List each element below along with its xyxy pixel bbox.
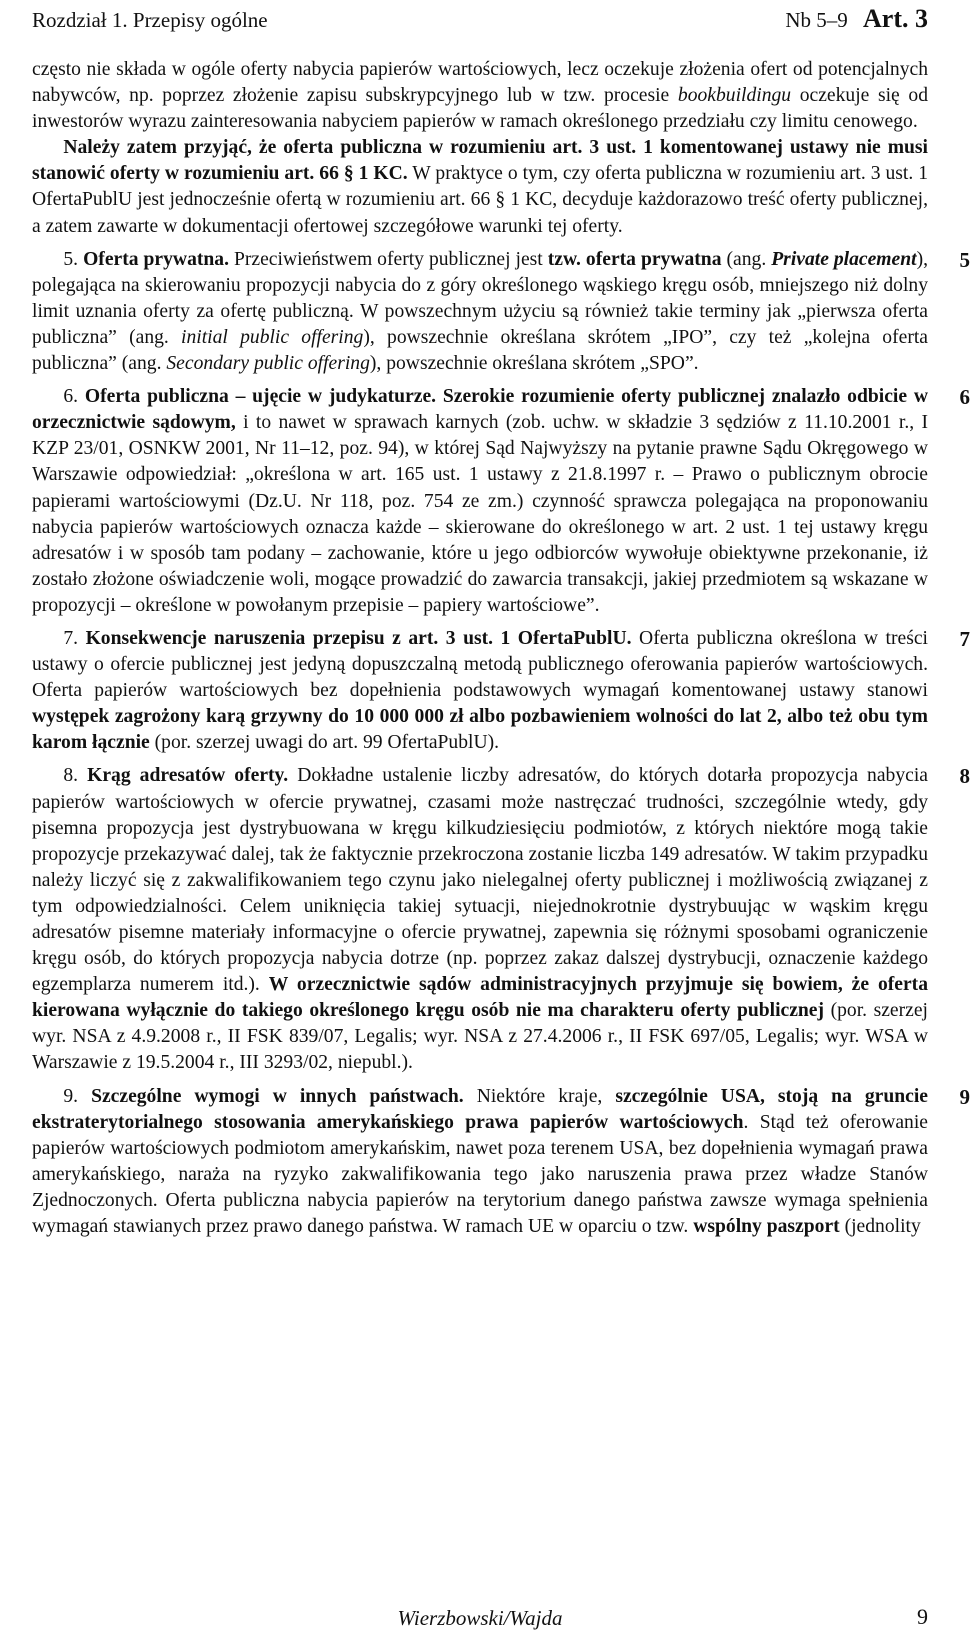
text-span: Niektóre kraje,: [463, 1085, 616, 1107]
paragraph-number: 9.: [63, 1085, 79, 1107]
margin-number: 7: [959, 626, 970, 651]
paragraph-heading: Konsekwencje naruszenia przepisu z art. 3 ust. 1 OfertaPublU.: [85, 627, 632, 649]
text-span: (por. szerzej wyr. NSA z 4.9.2008 r., II FSK 839/07, Legalis; wyr. NSA z 27.4.2006 r., II FSK 697/05, Legalis; wyr. WSA w Warszawie z 19.5.2004 r., III 3293/02, niepubl.).: [32, 1000, 928, 1074]
bold-italic-term: Private placement: [771, 248, 917, 270]
bold-text: tzw. oferta prywatna: [547, 248, 722, 270]
bold-text: szczególnie USA, stoją na gruncie ekstraterytorialnego stosowania amerykańskiego prawa papierów wartościowych: [32, 1085, 928, 1133]
text-span: oczekuje się od inwestorów wyrazu zainteresowania nabyciem papierów w ramach określonego przedziału czy limitu cenowego.: [32, 85, 928, 133]
text-span: Oferta publiczna określona w treści ustawy o ofercie publicznej jest jedyną dopuszczalną metodą publicznego oferowania papierów wartościowych. Oferta papierów wartościowych bez dopełnienia podstawowych wymagań komentowanej ustawy stanowi: [32, 627, 928, 702]
paragraph-heading: Oferta publiczna – ujęcie w judykaturze. Szerokie rozumienie oferty publicznej znalazło odbicie w orzecznictwie sądowym,: [32, 386, 928, 434]
header-right: [785, 4, 928, 34]
page-number: 9: [917, 1604, 928, 1629]
italic-term: initial public offering: [181, 326, 364, 348]
margin-number: 5: [959, 247, 970, 272]
text-span: W praktyce o tym, czy oferta publiczna w rozumieniu art. 3 ust. 1 OfertaPublU jest jednocześnie ofertą w rozumieniu art. 66 § 1 KC, decyduje każdorazowo treść oferty publicznej, a zatem zawarte w dokumentacji ofertowej szczegółowe warunki tej oferty.: [32, 163, 929, 237]
margin-number-range: Nb 5–9: [785, 8, 848, 32]
paragraph-7: [32, 626, 970, 756]
text-span: (por. szerzej uwagi do art. 99 OfertaPublU).: [149, 732, 500, 754]
text-span: ), powszechnie określana skrótem „SPO”.: [369, 353, 699, 375]
bold-text: Należy zatem przyjąć, że oferta publiczna w rozumieniu art. 3 ust. 1 komentowanej ustawy nie musi stanowić oferty w rozumieniu art. 66 § 1 KC.: [32, 137, 928, 185]
paragraph-number: 8.: [63, 765, 79, 787]
bold-text: występek zagrożony karą grzywny do 10 000 000 zł albo pozbawieniem wolności do lat 2, albo też obu tym karom łącznie: [32, 706, 928, 754]
running-header: [32, 4, 928, 36]
bold-text: wspólny paszport: [693, 1216, 840, 1238]
paragraph-9: [32, 1084, 970, 1241]
text-span: i to nawet w sprawach karnych (zob. uchw. w składzie 3 sędziów z 11.10.2001 r., I KZP 23/01, OSNKW 2001, Nr 11–12, poz. 94), w której Sąd Najwyższy na pytanie prawne Sądu Okręgowego w Warszawie odpowiedział: „określona w art. 165 ust. 1 ustawy z 21.8.1997 r. – Prawo o publicznym obrocie papierami wartościowymi (Dz.U. Nr 118, poz. 754 ze zm.) czynność sprawcza polegająca na proponowaniu nabycia papierów wartościowych oznacza każde – skierowane do określonego w art. 2 ust. 1 tej ustawy kręgu adresatów i w sposób tam podany – zachowanie, które u jego odbiorców wywołuje obiektywne przekonanie, iż zostało złożone oświadczenie woli, mogące prowadzić do zawarcia transakcji, jakiej przedmiotem są wskazane w propozycji – określone w powołanym przepisie – papiery wartościowe”.: [32, 412, 928, 616]
document-body: [32, 57, 970, 1240]
text-span: ), polegająca na skierowaniu propozycji nabycia do z góry określonego wąskiego kręgu osób, mniejszego niż dolny limit uznania oferty za ofertę publiczną. W powszechnym użyciu są również takie terminy jak „pierwsza oferta publiczna” (ang.: [32, 248, 929, 348]
italic-term: Secondary public offering: [166, 353, 370, 375]
paragraph-number: 5.: [63, 248, 79, 270]
text-span: Przeciwieństwem oferty publicznej jest: [229, 248, 548, 270]
paragraph-number: 7.: [63, 627, 79, 649]
italic-term: bookbuildingu: [677, 85, 792, 107]
article-number: Art. 3: [863, 4, 928, 33]
paragraph-5: [32, 247, 970, 377]
text-span: (jednolity: [839, 1216, 921, 1238]
paragraph-number: 6.: [63, 386, 79, 408]
paragraph-heading: Krąg adresatów oferty.: [87, 765, 289, 787]
paragraph-8: [32, 763, 970, 1076]
text-span: (ang.: [721, 248, 772, 270]
chapter-title: Rozdział 1. Przepisy ogólne: [32, 8, 268, 32]
text-span: Dokładne ustalenie liczby adresatów, do których dotarła propozycja nabycia papierów wartościowych w ofercie prywatnej, czasami może nastręczać trudności, szczególnie wtedy, gdy pisemna propozycja jest dystrybuowana w kręgu kilkudziesięciu podmiotów, z których niektóre mogą takie propozycje przekazywać dalej, tak że faktycznie przekroczona zostanie liczba 149 adresatów. W takim przypadku należy liczyć się z zakwalifikowaniem tego czynu jako nielegalnej oferty publicznej i możliwością związanej z tym odpowiedzialności. Celem uniknięcia takiej sytuacji, niejednokrotnie dystrybuując w wąskim kręgu adresatów pisemne materiały informacyjne o ofercie prywatnej, zapewnia się różnymi sposobami ograniczenie kręgu osób, do których propozycja nabycia dotrze (np. poprzez zakaz dalszej dystrybucji, oznaczenie każdego egzemplarza numerem itd.).: [32, 765, 928, 996]
intro-paragraph-2: [32, 135, 928, 239]
margin-number: 6: [959, 385, 970, 410]
paragraph-heading: Oferta prywatna.: [83, 248, 229, 270]
authors: Wierzbowski/Wajda: [397, 1606, 563, 1630]
text-span: . Stąd też oferowanie papierów wartościowych podmiotom amerykańskim, nawet poza terenem USA, bez dopełnienia wymagań prawa amerykańskiego, naraża na ryzyko zakwalifikowania tego jako naruszenia prawa przez władze Stanów Zjednoczonych. Oferta publiczna nabycia papierów na terytorium danego państwa zawsze wymaga spełnienia wymagań stawianych przez prawo danego państwa. W ramach UE w oparciu o tzw.: [32, 1111, 928, 1238]
margin-number: 9: [959, 1084, 970, 1109]
bold-text: W orzecznictwie sądów administracyjnych przyjmuje się bowiem, że oferta kierowana wyłącznie do takiego określonego kręgu osób nie ma charakteru oferty publicznej: [32, 974, 928, 1022]
document-page: [32, 0, 970, 1644]
text-span: często nie składa w ogóle oferty nabycia papierów wartościowych, lecz oczekuje złożenia ofert od potencjalnych nabywców, np. poprzez złożenie zapisu subskrypcyjnego lub w tzw. procesie: [32, 59, 928, 107]
paragraph-heading: Szczególne wymogi w innych państwach.: [91, 1085, 464, 1107]
margin-number: 8: [959, 764, 970, 789]
intro-paragraph: [32, 57, 928, 135]
paragraph-6: [32, 384, 970, 619]
text-span: ), powszechnie określana skrótem „IPO”, czy też „kolejna oferta publiczna” (ang.: [32, 326, 928, 375]
